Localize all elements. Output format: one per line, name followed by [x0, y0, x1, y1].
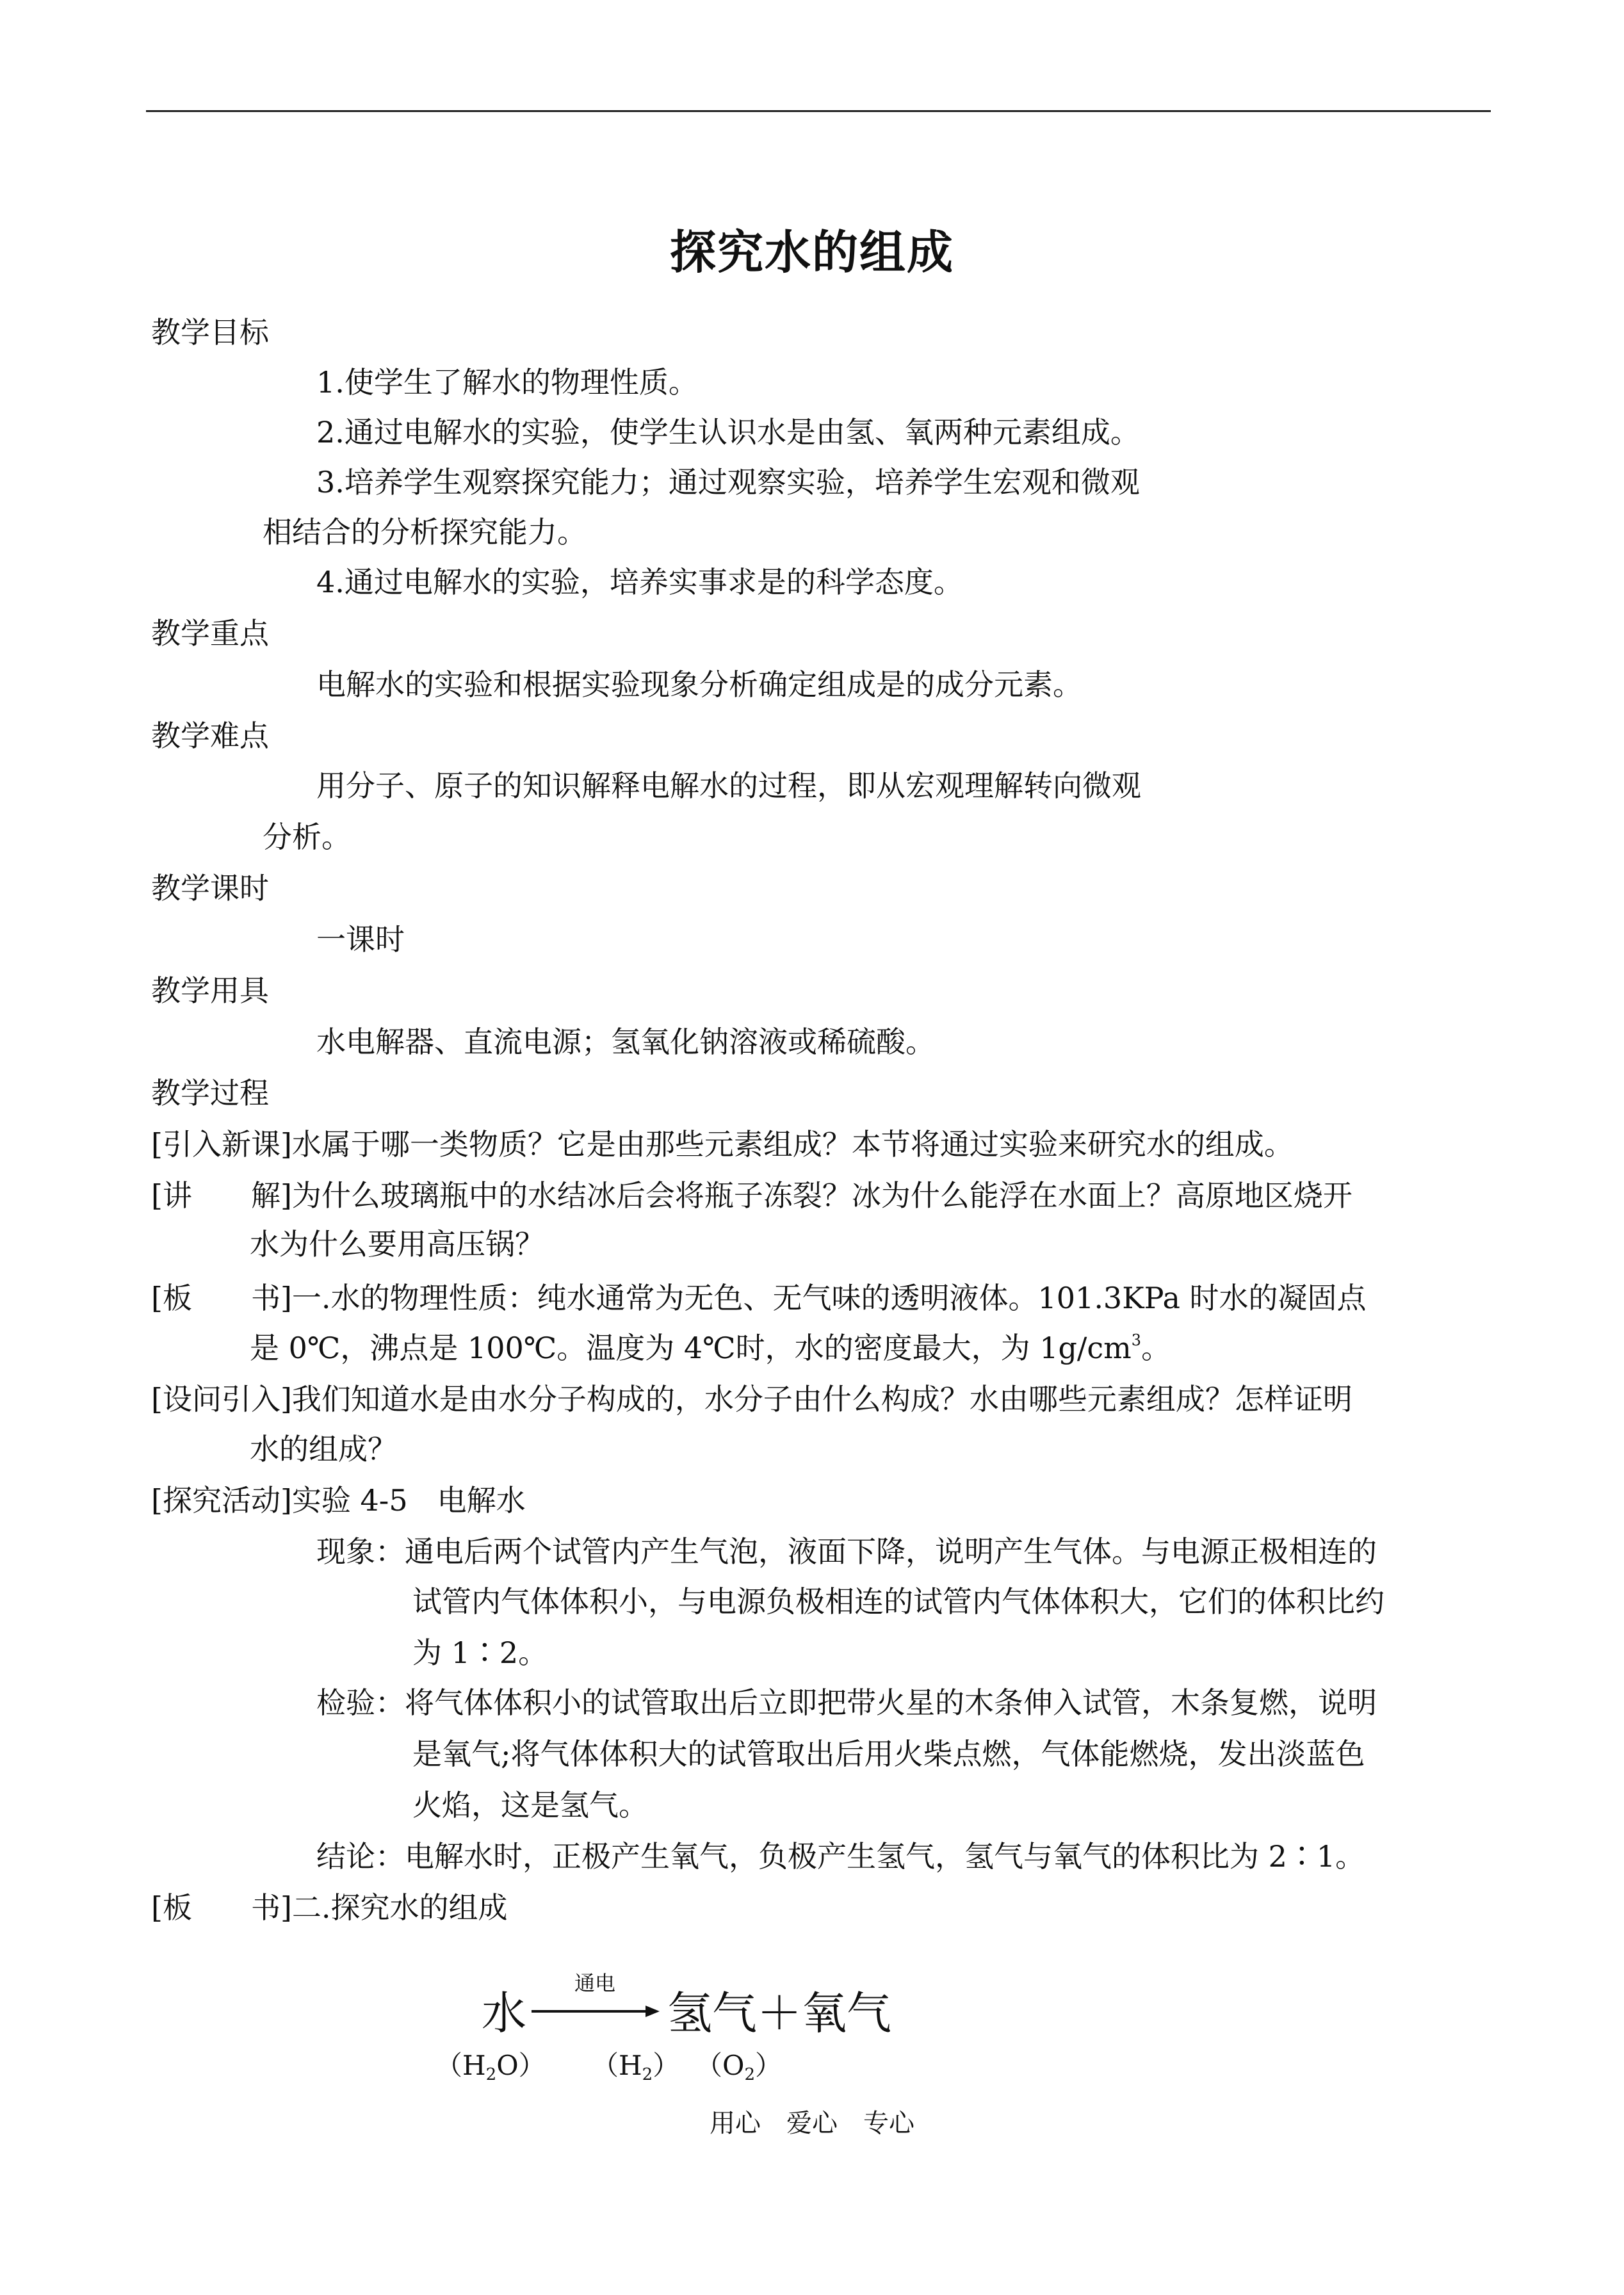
board-physical-properties-line2: 是 0℃，沸点是 100℃。温度为 4℃时，水的密度最大，为 $1g/cm^3$。 [250, 1331, 1171, 1365]
superscript-3: 3 [1131, 1331, 1142, 1349]
phenomenon-line3: 为 1∶2。 [412, 1635, 548, 1670]
key-points-text: 电解水的实验和根据实验现象分析确定组成是的成分元素。 [316, 667, 1082, 702]
formula-water: $(H_2O)$ [435, 2050, 546, 2084]
page-title: 探究水的组成 [669, 225, 954, 279]
test-line3: 火焰，这是氢气。 [412, 1788, 648, 1822]
objective-item-3-continued: 相结合的分析探究能力。 [263, 515, 587, 549]
intro-paragraph: [引入新课]水属于哪一类物质？它是由那些元素组成？本节将通过实验来研究水的组成。 [151, 1127, 1294, 1162]
equation-condition: 通电 [574, 1971, 616, 1995]
lecture-paragraph-line1: [讲 解]为什么玻璃瓶中的水结冰后会将瓶子冻裂？冰为什么能浮在水面上？高原地区烧开 [151, 1178, 1352, 1213]
formula-hydrogen: $(H_2)$ [592, 2050, 680, 2084]
question-paragraph-line1: [设问引入]我们知道水是由水分子构成的，水分子由什么构成？水由哪些元素组成？怎样证明 [151, 1382, 1352, 1416]
question-paragraph-line2: 水的组成？ [250, 1432, 397, 1466]
objective-item-3: 3.培养学生观察探究能力；通过观察实验，培养学生宏观和微观 [316, 465, 1140, 499]
phenomenon-line2: 试管内气体体积小，与电源负极相连的试管内气体体积大，它们的体积比约 [412, 1584, 1384, 1619]
class-hours-text: 一课时 [316, 922, 405, 957]
class-hours-heading: 教学课时 [151, 871, 269, 905]
difficulties-heading: 教学难点 [151, 718, 269, 753]
difficulties-text-line2: 分析。 [263, 820, 351, 854]
activity-heading: [探究活动]实验 4-5 电解水 [151, 1483, 526, 1518]
page-footer: 用心 爱心 专心 [710, 2109, 914, 2138]
board-composition-heading: [板 书]二.探究水的组成 [151, 1890, 508, 1925]
conclusion-line: 结论：电解水时，正极产生氧气，负极产生氢气，氢气与氧气的体积比为 2∶1。 [316, 1839, 1365, 1874]
objectives-heading: 教学目标 [151, 315, 269, 350]
process-heading: 教学过程 [151, 1076, 269, 1110]
objective-item-2: 2.通过电解水的实验，使学生认识水是由氢、氧两种元素组成。 [316, 415, 1140, 450]
difficulties-text-line1: 用分子、原子的知识解释电解水的过程，即从宏观理解转向微观 [316, 768, 1141, 803]
objective-item-4: 4.通过电解水的实验，培养实事求是的科学态度。 [316, 565, 963, 599]
header-rule [146, 110, 1491, 112]
reaction-arrow-icon [532, 2004, 660, 2018]
tools-heading: 教学用具 [151, 973, 269, 1008]
key-points-heading: 教学重点 [151, 616, 269, 651]
test-line2: 是氧气;将气体体积大的试管取出后用火柴点燃，气体能燃烧，发出淡蓝色 [412, 1737, 1365, 1771]
board-physical-properties-line1: [板 书]一.水的物理性质：纯水通常为无色、无气味的透明液体。101.3KPa 时水的凝固点 [151, 1281, 1367, 1315]
equation-products: 氢气＋氧气 [667, 1987, 891, 2040]
equation-reactant: 水 [482, 1987, 526, 2040]
test-line1: 检验：将气体体积小的试管取出后立即把带火星的木条伸入试管，木条复燃，说明 [316, 1685, 1377, 1720]
formula-oxygen: $(O_2)$ [695, 2050, 782, 2084]
objective-item-1: 1.使学生了解水的物理性质。 [316, 365, 698, 400]
phenomenon-line1: 现象：通电后两个试管内产生气泡，液面下降，说明产生气体。与电源正极相连的 [316, 1534, 1377, 1569]
lecture-paragraph-line2: 水为什么要用高压锅？ [250, 1227, 544, 1261]
tools-text: 水电解器、直流电源；氢氧化钠溶液或稀硫酸。 [316, 1025, 935, 1059]
